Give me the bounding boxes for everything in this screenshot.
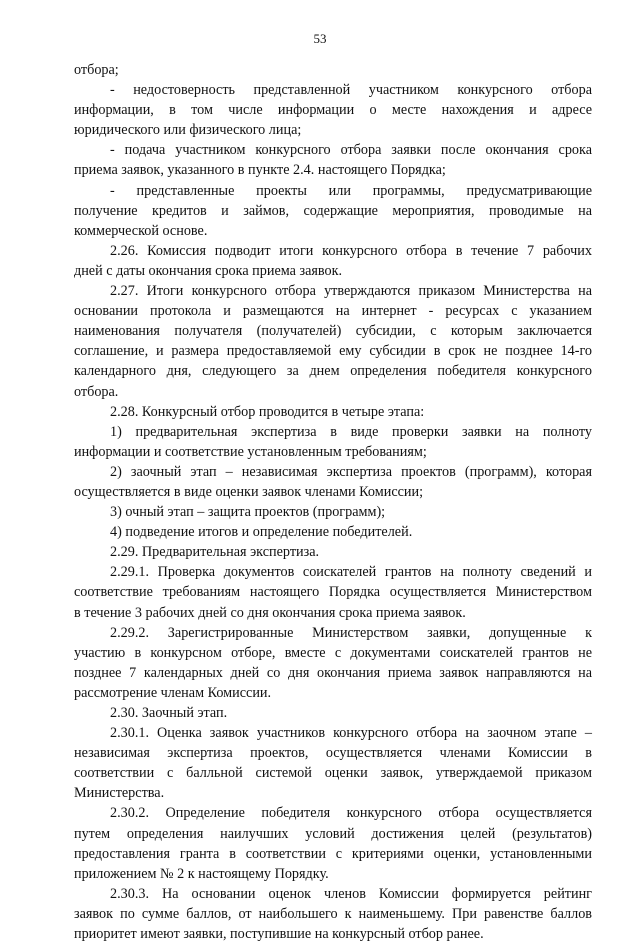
- text-line: информации и соответствие установленным требованиям;: [74, 443, 427, 460]
- text-line: - представленные проекты или программы, предусматривающие: [110, 182, 592, 199]
- text-line: заявок по сумме баллов, от наибольшего к наименьшему. При равенстве баллов: [74, 905, 592, 922]
- text-line: рассмотрение членам Комиссии.: [74, 684, 272, 701]
- text-line: 2.29.1. Проверка документов соискателей грантов на полноту сведений и: [110, 564, 592, 581]
- text-line: участию в конкурсном отборе, вместе с документами соискателей грантов не: [74, 644, 592, 661]
- text-line: 2.27. Итоги конкурсного отбора утверждаются приказом Министерства на: [110, 283, 592, 300]
- text-line: Министерства.: [74, 785, 165, 802]
- text-line: 2.30. Заочный этап.: [110, 705, 228, 721]
- text-line: календарного дня, следующего за днем определения победителя конкурсного: [74, 363, 592, 380]
- text-line: 2.29. Предварительная экспертиза.: [110, 544, 320, 561]
- page-number: 53: [313, 31, 327, 46]
- text-line: 3) очный этап – защита проектов (программ);: [110, 504, 386, 521]
- text-line: отбора;: [74, 62, 119, 78]
- text-line: 2.30.1. Оценка заявок участников конкурсного отбора на заочном этапе –: [110, 725, 592, 742]
- text-line: 4) подведение итогов и определение победителей.: [110, 524, 413, 541]
- text-line: 2) заочный этап – независимая экспертиза проектов (программ), которая: [110, 463, 592, 480]
- text-line: 2.30.3. На основании оценок членов Комиссии формируется рейтинг: [110, 885, 592, 902]
- text-line: соответствии с балльной системой оценки заявок, утверждаемой приказом: [74, 765, 592, 782]
- text-line: 2.30.2. Определение победителя конкурсного отбора осуществляется: [110, 805, 592, 822]
- text-line: - недостоверность представленной участником конкурсного отбора: [110, 82, 592, 99]
- text-line: отбора.: [74, 383, 119, 400]
- text-line: 2.28. Конкурсный отбор проводится в четыре этапа:: [110, 403, 425, 420]
- text-line: информации, в том числе информации о месте нахождения и адресе: [74, 102, 592, 119]
- text-line: в течение 3 рабочих дней со дня окончания срока приема заявок.: [74, 604, 466, 621]
- text-line: предоставления гранта в соответствии с критериями оценки, установленными: [74, 845, 592, 862]
- text-line: позднее 7 календарных дней со дня окончания приема заявок направляются на: [74, 664, 592, 681]
- text-line: осуществляется в виде оценки заявок членами Комиссии;: [74, 483, 424, 500]
- text-line: - подача участником конкурсного отбора заявки после окончания срока: [110, 142, 592, 159]
- text-line: путем определения наилучших условий достижения целей (результатов): [74, 825, 592, 842]
- text-line: соглашение, и размера предоставляемой ему субсидии в срок не позднее 14-го: [74, 343, 592, 360]
- text-line: приема заявок, указанного в пункте 2.4. настоящего Порядка;: [74, 162, 446, 179]
- text-line: получение кредитов и займов, содержащие мероприятия, проводимые на: [74, 202, 592, 219]
- text-line: 2.26. Комиссия подводит итоги конкурсного отбора в течение 7 рабочих: [110, 242, 592, 259]
- text-line: наименования получателя (получателей) субсидии, с которым заключается: [74, 323, 592, 340]
- text-line: коммерческой основе.: [74, 222, 208, 239]
- text-line: дней с даты окончания срока приема заявок.: [74, 262, 343, 279]
- text-line: независимая экспертиза проектов, осуществляется членами Комиссии в: [74, 745, 592, 762]
- document-body: [74, 60, 592, 944]
- text-line: 2.29.2. Зарегистрированные Министерством заявки, допущенные к: [110, 624, 592, 641]
- text-line: основании протокола и размещаются на интернет - ресурсах с указанием: [74, 303, 592, 320]
- text-line: соответствие требованиям настоящего Порядка осуществляется Министерством: [74, 584, 592, 601]
- text-line: приложением № 2 к настоящему Порядку.: [74, 865, 329, 882]
- text-line: 1) предварительная экспертиза в виде проверки заявки на полноту: [110, 423, 592, 440]
- text-line: юридического или физического лица;: [74, 122, 302, 139]
- text-line: приоритет имеют заявки, поступившие на конкурсный отбор ранее.: [74, 926, 484, 943]
